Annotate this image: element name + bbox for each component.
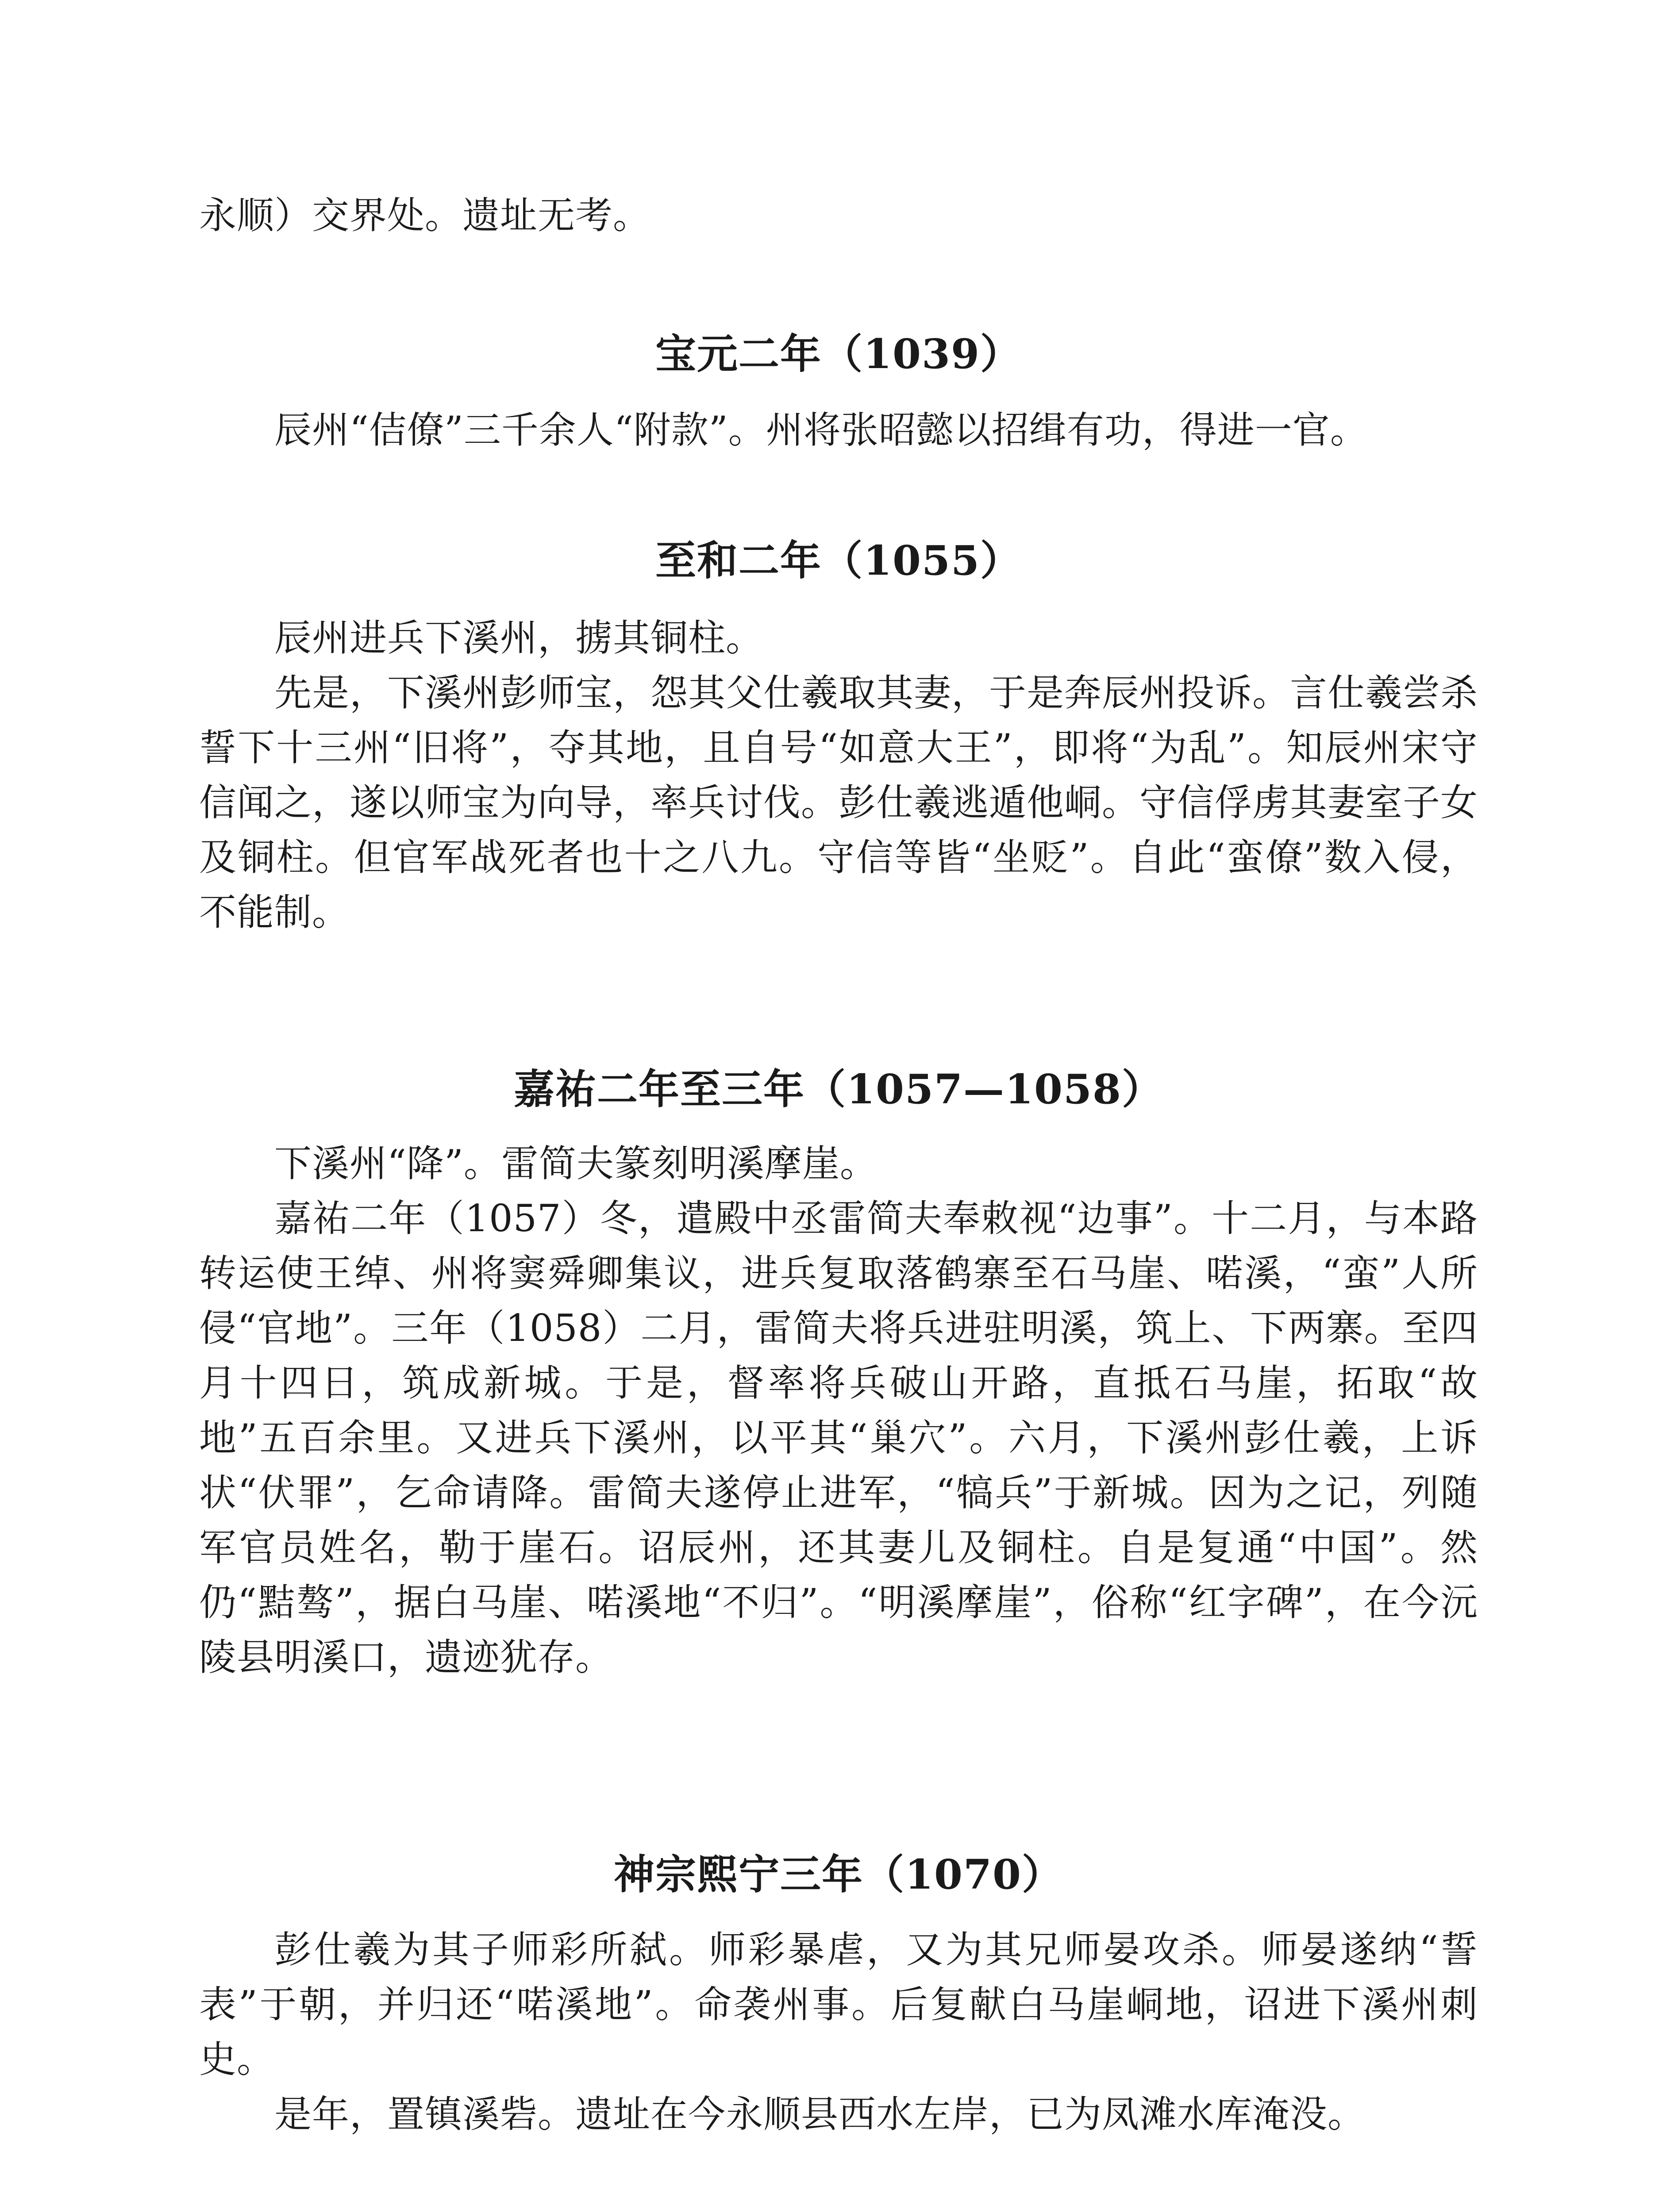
entry-body-1070 — [199, 1922, 1478, 2142]
entry-paragraph: 是年，置镇溪砦。遗址在今永顺县西水左岸，已为凤滩水库淹没。 — [274, 2093, 1366, 2136]
entry-paragraph: 先是，下溪州彭师宝，怨其父仕羲取其妻，于是奔辰州投诉。言仕羲尝杀誓下十三州“旧将”，夺其地，且自号“如意大王”，即将“为乱”。知辰州宋守信闻之，遂以师宝为向导，率兵讨伐。彭仕羲逃遁他峒。守信俘虏其妻室子女及铜柱。但官军战死者也十之八九。守信等皆“坐贬”。自此“蛮僚”数入侵，不能制。 — [199, 671, 1478, 934]
continuation-paragraph: 永顺）交界处。遗址无考。 — [199, 194, 651, 237]
entry-heading-1039: 宝元二年（1039） — [655, 330, 1022, 378]
entry-heading-1057-1058: 嘉祐二年至三年（1057—1058） — [513, 1065, 1164, 1113]
entry-paragraph: 彭仕羲为其子师彩所弑。师彩暴虐，又为其兄师晏攻杀。师晏遂纳“誓表”于朝，并归还“喏溪地”。命袭州事。后复献白马崖峒地，诏进下溪州刺史。 — [199, 1928, 1478, 2081]
entry-heading-1070: 神宗熙宁三年（1070） — [613, 1851, 1064, 1898]
continuation-block — [199, 188, 1478, 243]
entry-paragraph: 嘉祐二年（1057）冬，遣殿中丞雷简夫奉敕视“边事”。十二月，与本路转运使王绰、州将窦舜卿集议，进兵复取落鹤寨至石马崖、喏溪，“蛮”人所侵“官地”。三年（1058）二月，雷简夫将兵进驻明溪，筑上、下两寨。至四月十四日，筑成新城。于是，督率将兵破山开路，直抵石马崖，拓取“故地”五百余里。又进兵下溪州，以平其“巢穴”。六月，下溪州彭仕羲，上诉状“伏罪”，乞命请降。雷简夫遂停止进军，“犒兵”于新城。因为之记，列随军官员姓名，勒于崖石。诏辰州，还其妻儿及铜柱。自是复通“中国”。然仍“黠骜”，据白马崖、喏溪地“不归”。“明溪摩崖”，俗称“红字碑”，在今沅陵县明溪口，遗迹犹存。 — [199, 1197, 1478, 1679]
entry-body-1055 — [199, 611, 1478, 940]
entry-paragraph: 下溪州“降”。雷简夫篆刻明溪摩崖。 — [274, 1142, 878, 1185]
entry-heading-1055: 至和二年（1055） — [655, 537, 1022, 584]
entry-paragraph: 辰州进兵下溪州，掳其铜柱。 — [274, 616, 764, 660]
entry-body-1057-1058 — [199, 1136, 1478, 1685]
entry-body-1039 — [199, 403, 1478, 457]
entry-paragraph: 辰州“佶僚”三千余人“附款”。州将张昭懿以招缉有功，得进一官。 — [274, 408, 1368, 452]
